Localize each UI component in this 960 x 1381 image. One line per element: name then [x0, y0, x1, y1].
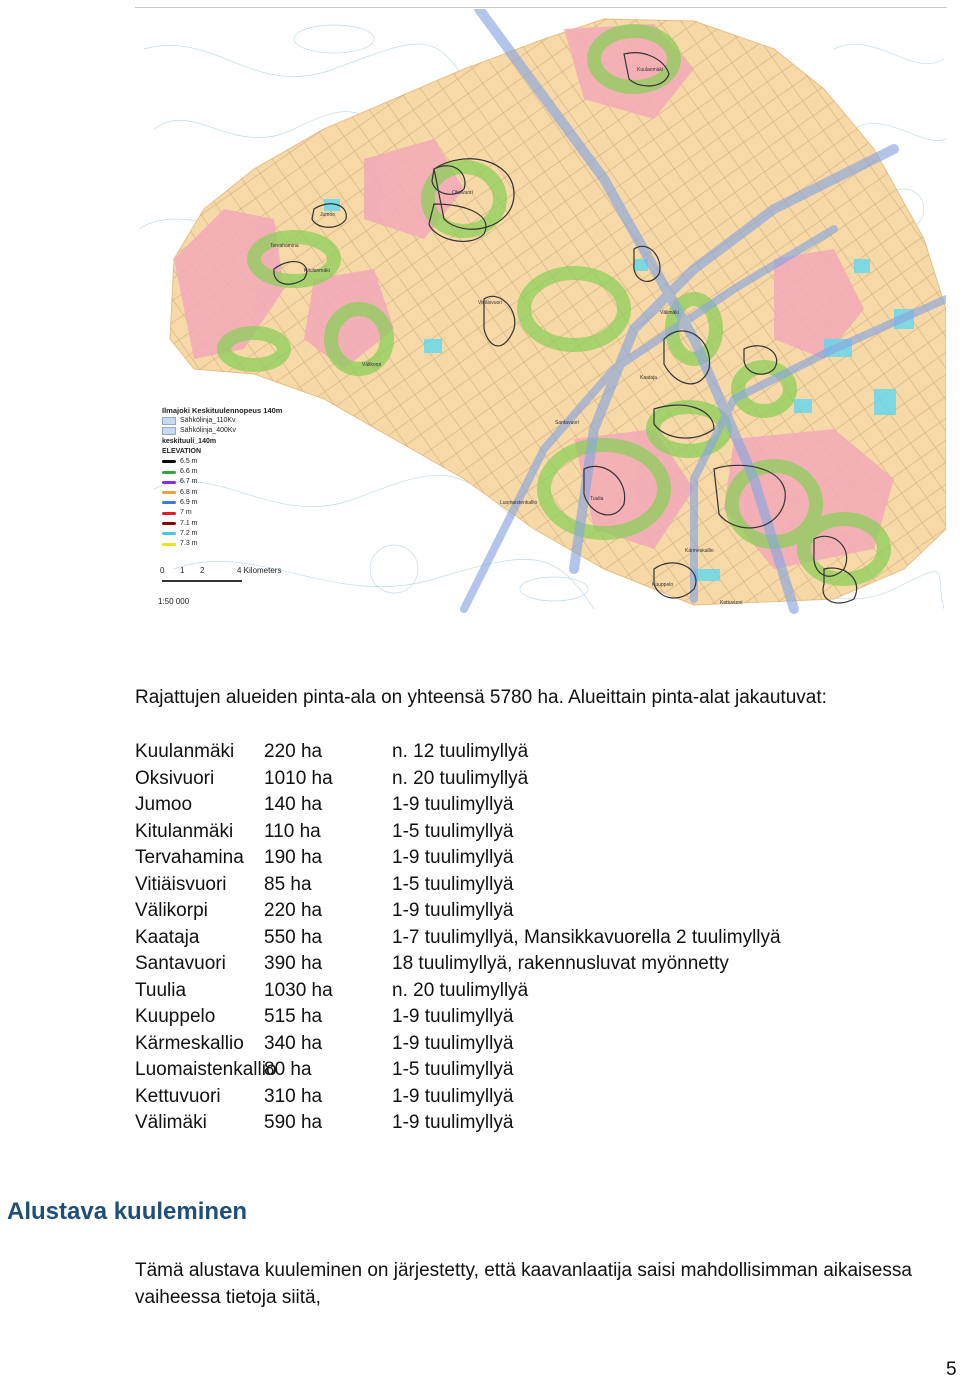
scale-bar: [160, 566, 280, 582]
map-label: Kettuvuori: [720, 600, 743, 606]
map-label: Tervahamina: [270, 243, 299, 249]
area-name: Kuulanmäki: [135, 741, 235, 762]
area-turbines: 1-7 tuulimyllyä, Mansikkavuorella 2 tuulimyllyä: [392, 926, 781, 948]
legend-class-swatch: [162, 491, 176, 494]
map-label: Kärmeskallio: [685, 548, 714, 554]
area-turbines: 1-9 tuulimyllyä: [392, 794, 514, 815]
area-turbines: 1-9 tuulimyllyä: [392, 1006, 514, 1027]
body-paragraph: Tämä alustava kuuleminen on järjestetty, että kaavanlaatija saisi mahdollisimman aikaisessa vaiheessa tietoja siitä,: [135, 1260, 912, 1308]
scale-line: [162, 580, 242, 582]
scale-ratio: 1:50 000: [158, 597, 190, 606]
area-turbines: 1-5 tuulimyllyä: [392, 1059, 514, 1080]
area-turbines: n. 20 tuulimyllyä: [392, 767, 529, 789]
area-name: Tervahamina: [135, 847, 244, 868]
legend-class-row: [162, 457, 282, 467]
area-name: Jumoo: [135, 794, 193, 815]
area-turbines: 1-9 tuulimyllyä: [392, 900, 514, 921]
area-hectares: 390 ha: [264, 953, 323, 974]
area-hectares: 340 ha: [264, 1032, 323, 1054]
top-rule: [135, 7, 947, 8]
legend-class-row: [162, 498, 282, 508]
map-label: Tuulia: [590, 496, 604, 502]
map-label: Santavuori: [555, 420, 579, 426]
legend-class-row: [162, 487, 282, 497]
area-hectares: 1010 ha: [264, 767, 333, 789]
intro-text: Rajattujen alueiden pinta-ala on yhteensä 5780 ha. Alueittain pinta-alat jakautuvat:: [135, 687, 827, 708]
area-name: Välimäki: [135, 1112, 207, 1133]
legend-class-label: 6.9 m: [180, 498, 198, 506]
area-name: Luomaistenkallio: [135, 1059, 277, 1080]
area-hectares: 190 ha: [264, 847, 323, 868]
area-hectares: 85 ha: [264, 873, 312, 895]
area-hectares: 550 ha: [264, 926, 323, 948]
scale-tick: 0: [160, 566, 165, 575]
map-label: Jumoo: [320, 212, 336, 218]
map-label: Vitiäisvuori: [478, 300, 503, 306]
map-label: Luomaistenkallio: [500, 500, 538, 506]
area-turbines: 1-5 tuulimyllyä: [392, 873, 514, 895]
legend-label: Sähkölinja_400Kv: [180, 427, 237, 435]
legend-class-swatch: [162, 532, 176, 535]
legend-swatch: [162, 417, 176, 425]
scale-tick: 4 Kilometers: [237, 566, 282, 575]
area-hectares: 80 ha: [264, 1059, 312, 1080]
legend-class-label: 6.7 m: [180, 478, 198, 486]
legend-class-label: 6.6 m: [180, 468, 198, 476]
legend-class-row: [162, 518, 282, 528]
legend-layer: keskituuli_140m: [162, 437, 217, 445]
legend-title: Ilmajoki Keskituulennopeus 140m: [162, 406, 283, 415]
area-turbines: n. 12 tuulimyllyä: [392, 741, 529, 762]
area-turbines: 1-9 tuulimyllyä: [392, 1085, 514, 1107]
legend-class-row: [162, 477, 282, 487]
legend-class-swatch: [162, 522, 176, 525]
scale-tick: 1: [180, 566, 185, 575]
area-hectares: 140 ha: [264, 794, 323, 815]
area-hectares: 1030 ha: [264, 979, 333, 1001]
legend-class-swatch: [162, 471, 176, 474]
area-turbines: 1-9 tuulimyllyä: [392, 1032, 514, 1054]
area-name: Oksivuori: [135, 767, 215, 789]
legend-swatch: [162, 427, 176, 435]
legend-class-label: 7.2 m: [180, 529, 198, 537]
legend-line-400kv: [162, 426, 282, 436]
legend-class-label: 6.5 m: [180, 457, 198, 465]
area-name: Santavuori: [135, 953, 226, 974]
map-label: Välikorpi: [362, 362, 382, 368]
area-name: Tuulia: [135, 979, 187, 1001]
legend-classes: [162, 457, 282, 550]
legend-class-row: [162, 539, 282, 549]
legend-elevation: ELEVATION: [162, 447, 202, 455]
area-hectares: 590 ha: [264, 1112, 323, 1133]
map-label: Oksivuori: [452, 190, 473, 196]
legend-class-row: [162, 508, 282, 518]
area-hectares: 110 ha: [264, 820, 321, 842]
map-label: Kuuppelo: [652, 582, 674, 588]
area-hectares: 310 ha: [264, 1085, 323, 1107]
scale-ticks: [160, 566, 280, 578]
legend-class-label: 7.1 m: [180, 519, 198, 527]
section-title: Alustava kuuleminen: [7, 1198, 248, 1225]
legend-class-label: 7 m: [180, 509, 192, 517]
map-label: Välimäki: [660, 310, 679, 316]
legend-class-swatch: [162, 543, 176, 546]
map-legend: [162, 406, 282, 549]
area-turbines: n. 20 tuulimyllyä: [392, 979, 529, 1001]
legend-class-swatch: [162, 481, 176, 484]
legend-line-110kv: [162, 416, 282, 426]
map-label: Kitulanmäki: [304, 268, 330, 274]
area-turbines: 1-5 tuulimyllyä: [392, 820, 514, 842]
area-turbines: 18 tuulimyllyä, rakennusluvat myönnetty: [392, 953, 729, 974]
legend-class-swatch: [162, 460, 176, 463]
area-hectares: 220 ha: [264, 900, 323, 921]
area-name: Kaataja: [135, 926, 200, 948]
area-name: Kärmeskallio: [135, 1032, 244, 1054]
area-name: Kuuppelo: [135, 1006, 216, 1027]
legend-class-swatch: [162, 501, 176, 504]
map-label: Kaataja: [640, 375, 657, 381]
legend-class-label: 6.8 m: [180, 488, 198, 496]
legend-class-row: [162, 467, 282, 477]
area-name: Kettuvuori: [135, 1085, 221, 1107]
area-hectares: 220 ha: [264, 741, 323, 762]
page-number: 5: [946, 1359, 957, 1380]
area-name: Vitiäisvuori: [135, 873, 227, 895]
legend-class-row: [162, 529, 282, 539]
area-name: Välikorpi: [135, 900, 208, 921]
legend-label: Sähkölinja_110Kv: [180, 417, 236, 425]
scale-tick: 2: [200, 566, 205, 575]
map-label: Kuulanmäki: [637, 67, 664, 73]
area-hectares: 515 ha: [264, 1006, 323, 1027]
area-name: Kitulanmäki: [135, 820, 234, 842]
area-turbines: 1-9 tuulimyllyä: [392, 847, 514, 868]
legend-class-swatch: [162, 512, 176, 515]
area-turbines: 1-9 tuulimyllyä: [392, 1112, 514, 1133]
legend-class-label: 7.3 m: [180, 540, 198, 548]
